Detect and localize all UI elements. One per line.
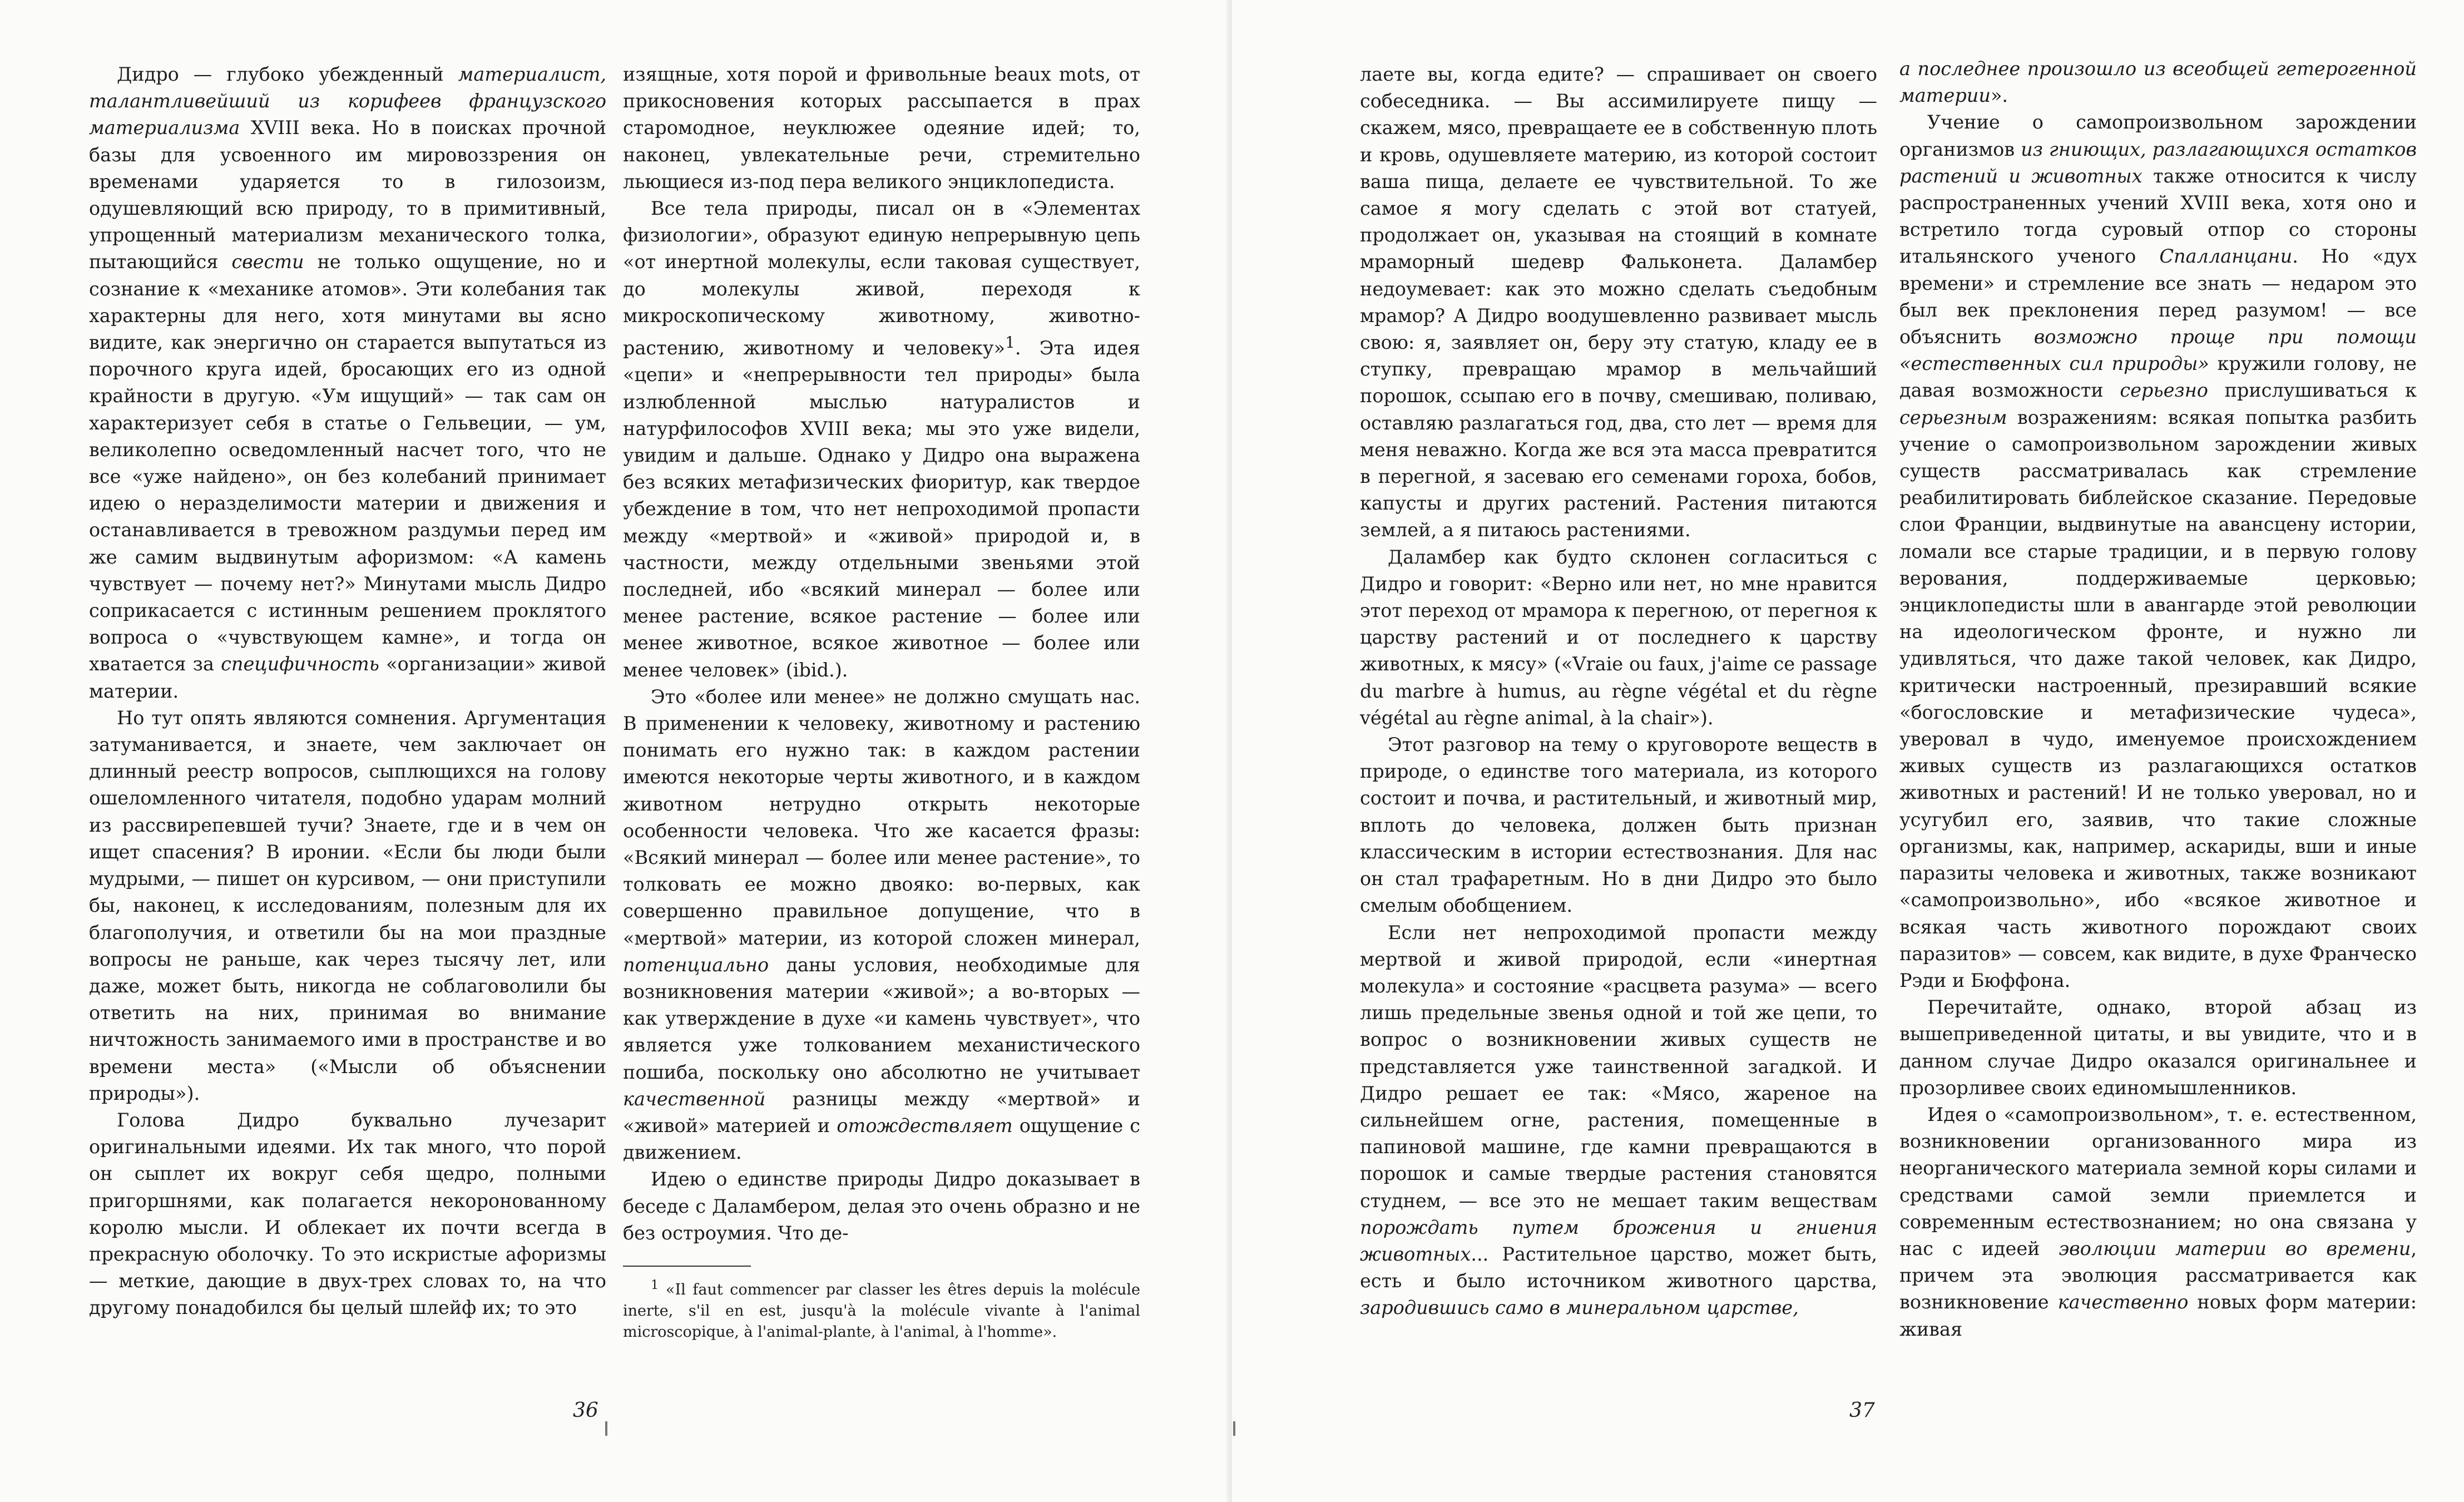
paragraph: Голова Дидро буквально лучезарит оригинальными идеями. Их так много, что порой он сыплет их вокруг себя щедро, полными пригоршнями, как полагается некоронованному королю мысли. И облекает их почти всегда в прекрасную оболочку. То это искристые афоризмы — меткие, дающие в двух-трех словах то, на что другому понадобился бы целый шлейф их; то это — [89, 1109, 606, 1319]
paragraph: Даламбер как будто склонен согласиться с Дидро и говорит: «Верно или нет, но мне нравится этот переход от мрамора к перегною, от перегноя к царству растений и от последнего к царству животных, к мясу» («Vraie ou faux, j'aime ce passage du marbre à humus, au règne végétal et du règne végétal au règne animal, à la chair»). — [1360, 546, 1877, 729]
left-page-column-2 — [623, 61, 1140, 1343]
paragraph: Учение о самопроизвольном зарождении организмов из гниющих, разлагающихся остатков растений и животных также относится к числу распространенных учений XVIII века, хотя оно и встретило тогда суровый отпор со стороны итальянского ученого Спалланцани. Но «дух времени» и стремление все знать — недаром это был век преклонения перед разумом! — все объяснить возможно проще при помощи «естественных сил природы» кружили голову, не давая возможности серьезно прислушиваться к серьезным возражениям: всякая попытка разбить учение о самопроизвольном зарождении живых существ рассматривалась как стремление реабилитировать библейское сказание. Передовые слои Франции, выдвинутые на авансцену истории, ломали все старые традиции, и в первую голову верования, поддерживаемые церковью; энциклопедисты шли в авангарде этой революции на идеологическом фронте, и нужно ли удивляться, что даже такой человек, как Дидро, критически настроенный, презиравший всякие «богословские и метафизические чудеса», уверовал в чудо, именуемое происхождением живых существ из разлагающихся остатков животных и растений! И не только уверовал, но и усугубил его, заявив, что такие сложные организмы, как, например, аскариды, вши и иные паразиты человека и животных, также возникают «самопроизвольно», ибо «всякое животное и всякая часть животного порождают своих паразитов» — совсем, как видите, в духе Франческо Рэди и Бюффона. — [1899, 111, 2417, 991]
left-page-column-2-body — [623, 61, 1140, 1247]
paragraph: Это «более или менее» не должно смущать нас. В применении к человеку, животному и растению понимать его нужно так: в каждом растении имеются некоторые черты животного, и в каждом животном нетрудно открыть некоторые особенности человека. Что же касается фразы: «Всякий минерал — более или менее растение», то толковать ее можно двояко: во-первых, как совершенно правильное допущение, что в «мертвой» материи, из которой сложен минерал, потенциально даны условия, необходимые для возникновения материи «живой»; а во-вторых — как утверждение в духе «и камень чувствует», что является уже толкованием механистического пошиба, поскольку оно абсолютно не учитывает качественной разницы между «мертвой» и «живой» материей и отождествляет ощущение с движением. — [623, 685, 1140, 1164]
paragraph: Идею о единстве природы Дидро доказывает в беседе с Даламбером, делая это очень образно и не без остроумия. Что де- — [623, 1168, 1140, 1244]
paragraph: Дидро — глубоко убежденный материалист, талантливейший из корифеев французского материализма XVIII века. Но в поисках прочной базы для усвоенного им мировоззрения он временами ударяется то в гилозоизм, одушевляющий всю природу, то в примитивный, упрощенный материализм механического толка, пытающийся свести не только ощущение, но и сознание к «механике атомов». Эти колебания так характерны для него, хотя минутами вы ясно видите, как энергично он старается выпутаться из порочного круга идей, бросающих его из одной крайности в другую. «Ум ищущий» — так сам он характеризует себя в статье о Гельвеции, — ум, великолепно осведомленный насчет того, что не все «уже найдено», он без колебаний принимает идею о неразделимости материи и движения и останавливается в тревожном раздумьи перед им же самим выдвинутым афоризмом: «А камень чувствует — почему нет?» Минутами мысль Дидро соприкасается с истинным решением проклятого вопроса о «чувствующем камне», и тогда он хватается за специфичность «организации» живой материи. — [89, 63, 606, 702]
paragraph: Все тела природы, писал он в «Элементах физиологии», образуют единую непрерывную цепь «от инертной молекулы, если таковая существует, до молекулы живой, переходя к микроскопическому животному, животно-растению, животному и человеку»$^1$. Эта идея «цепи» и «непрерывности тел природы» была излюбленной мыслью натуралистов и натурфилософов XVIII века; мы это уже видели, увидим и дальше. Однако у Дидро она выражена без всяких метафизических фиоритур, как твердое убеждение в том, что нет непроходимой пропасти между «мертвой» и «живой» природой и, в частности, между отдельными звеньями этой последней, ибо «всякий минерал — более или менее растение, всякое растение — более или менее животное, всякое животное — более или менее человек» (ibid.). — [623, 197, 1140, 681]
paragraph: изящные, хотя порой и фривольные beaux mots, от прикосновения которых рассыпается в прах старомодное, неуклюжее одеяние идей; то, наконец, увлекательные речи, стремительно льющиеся из-под пера великого энциклопедиста. — [623, 63, 1140, 192]
paragraph: лаете вы, когда едите? — спрашивает он своего собеседника. — Вы ассимилируете пищу — скажем, мясо, превращаете ее в собственную плоть и кровь, одушевляете материю, из которой состоит ваша пища, делаете ее чувствительной. То же самое я могу сделать с этой вот статуей, продолжает он, указывая на стоящий в комнате мраморный шедевр Фальконета. Даламбер недоумевает: как это можно сделать съедобным мрамор? А Дидро воодушевленно развивает мысль свою: я, заявляет он, беру эту статую, кладу ее в ступку, превращаю мрамор в мельчайший порошок, ссыпаю его в почву, смешиваю, поливаю, оставляю разлагаться год, два, сто лет — время для меня неважно. Когда же вся эта масса превратится в перегной, я засеваю его семенами гороха, бобов, капусты и других растений. Растения питаются землей, а я питаюсь растениями. — [1360, 63, 1877, 541]
paragraph: Перечитайте, однако, второй абзац из вышеприведенной цитаты, и вы увидите, что и в данном случае Дидро оказался оригинальнее и прозорливее своих единомышленников. — [1899, 996, 2417, 1099]
page-number: 36 — [573, 1399, 598, 1422]
right-page — [1232, 0, 2464, 1502]
left-page-column-1 — [89, 61, 606, 1322]
print-artifact — [1233, 1421, 1235, 1436]
print-artifact — [605, 1421, 607, 1436]
right-page-column-1 — [1360, 61, 1877, 1322]
right-page-column-2 — [1899, 56, 2417, 1343]
paragraph: Но тут опять являются сомнения. Аргументация затуманивается, и знаете, чем заключает он длинный реестр вопросов, сыплющихся на голову ошеломленного читателя, подобно ударам молний из рассвирепевшей тучи? Знаете, где и в чем он ищет спасения? В иронии. «Если бы люди были мудрыми, — пишет он курсивом, — они приступили бы, наконец, к исследованиям, полезным для их благополучия, и ответили бы на мои праздные вопросы не раньше, как через тысячу лет, или даже, может быть, никогда не соблаговолили бы ответить на них, принимая во внимание ничтожность занимаемого ими в пространстве и во времени места» («Мысли об объяснении природы»). — [89, 706, 606, 1104]
page-number: 37 — [1849, 1399, 1875, 1422]
footnote-divider — [623, 1266, 751, 1267]
footnote: $^1$ «Il faut commencer par classer les êtres depuis la molécule inerte, s'il en est, jusqu'à la molécule vivante à l'animal microscopique, à l'animal-plante, à l'animal, à l'homme». — [623, 1278, 1140, 1341]
paragraph: Если нет непроходимой пропасти между мертвой и живой природой, если «инертная молекула» и состояние «расцвета разума» — всего лишь предельные звенья одной и той же цепи, то вопрос о возникновении живых существ не представляется уже таинственной загадкой. И Дидро решает ее так: «Мясо, жареное на сильнейшем огне, растения, помещенные в папиновой машине, где камни превращаются в порошок и самые твердые растения становятся студнем, — все это не мешает таким веществам порождать путем брожения и гниения животных... Растительное царство, может быть, есть и было источником животного царства, зародившись само в минеральном царстве, — [1360, 921, 1877, 1319]
paragraph: Этот разговор на тему о круговороте веществ в природе, о единстве того материала, из которого состоит и почва, и растительный, и животный мир, вплоть до человека, должен быть признан классическим в истории естествознания. Для нас он стал трафаретным. Но в дни Дидро это было смелым обобщением. — [1360, 734, 1877, 917]
paragraph: Идея о «самопроизвольном», т. е. естественном, возникновении организованного мира из неорганического материала земной коры силами и средствами самой земли приемлется и современным естествознанием; но она связана у нас с идеей эволюции материи во времени, причем эта эволюция рассматривается как возникновение качественно новых форм материи: живая — [1899, 1103, 2417, 1340]
paragraph: а последнее произошло из всеобщей гетерогенной материи». — [1899, 58, 2417, 107]
